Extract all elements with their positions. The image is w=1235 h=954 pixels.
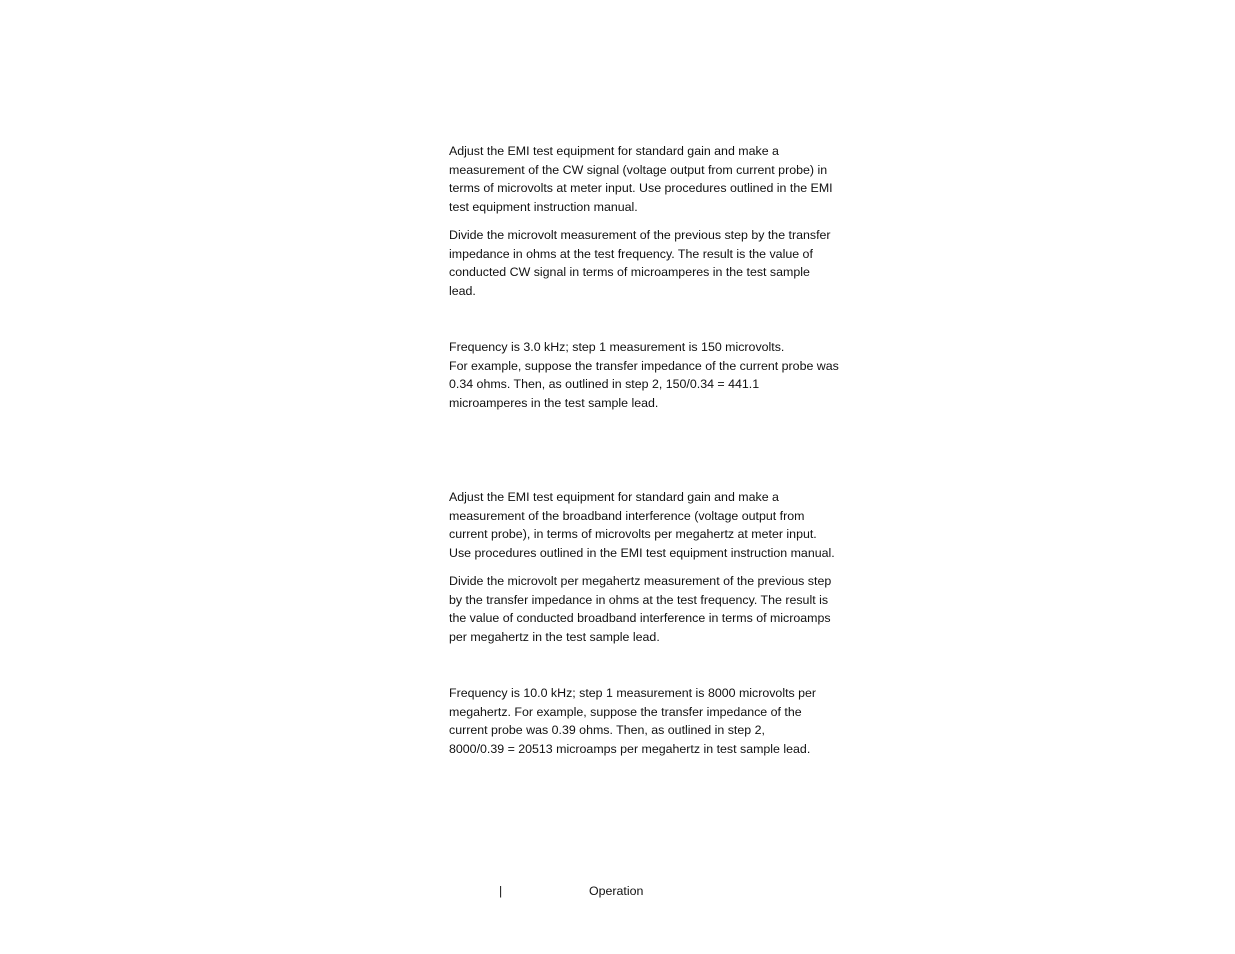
text-line: impedance in ohms at the test frequency. The result is the value of [449,246,813,261]
text-line: 8000/0.39 = 20513 microamps per megahertz in test sample lead. [449,742,811,757]
text-line: conducted CW signal in terms of microamperes in the test sample [449,265,810,280]
text-line: Divide the microvolt per megahertz measurement of the previous step [449,574,832,588]
text-line: current probe was 0.39 ohms. Then, as outlined in step 2, [449,723,765,738]
text-line: by the transfer impedance in ohms at the test frequency. The result is [449,592,829,607]
broadband-example-paragraph [449,684,849,759]
text-line: terms of microvolts at meter input. Use procedures outlined in the EMI [449,181,833,196]
broadband-divide-paragraph [449,572,849,647]
text-line: microamperes in the test sample lead. [449,396,659,411]
cw-divide-paragraph [449,226,849,301]
cw-adjust-paragraph [449,142,849,217]
cw-example-paragraph [449,338,849,413]
text-line: per megahertz in the test sample lead. [449,630,660,645]
text-line: Adjust the EMI test equipment for standard gain and make a [449,144,779,158]
text-line: measurement of the broadband interference (voltage output from [449,508,805,523]
text-line: Frequency is 10.0 kHz; step 1 measurement is 8000 microvolts per [449,686,817,700]
broadband-adjust-paragraph [449,488,849,563]
text-line: Adjust the EMI test equipment for standard gain and make a [449,490,779,504]
text-line: megahertz. For example, suppose the transfer impedance of the [449,704,802,719]
text-line: For example, suppose the transfer impedance of the current probe was [449,358,839,373]
text-line: Divide the microvolt measurement of the previous step by the transfer [449,228,831,242]
text-line: lead. [449,284,476,299]
footer-separator: | [499,884,503,898]
text-line: Use procedures outlined in the EMI test equipment instruction manual. [449,546,835,561]
text-line: test equipment instruction manual. [449,200,638,215]
text-line: Frequency is 3.0 kHz; step 1 measurement is 150 microvolts. [449,340,785,354]
text-line: current probe), in terms of microvolts per megahertz at meter input. [449,527,817,542]
text-line: measurement of the CW signal (voltage output from current probe) in [449,162,828,177]
footer-section-label: Operation [589,884,644,898]
text-line: 0.34 ohms. Then, as outlined in step 2, 150/0.34 = 441.1 [449,377,760,392]
text-line: the value of conducted broadband interference in terms of microamps [449,611,831,626]
